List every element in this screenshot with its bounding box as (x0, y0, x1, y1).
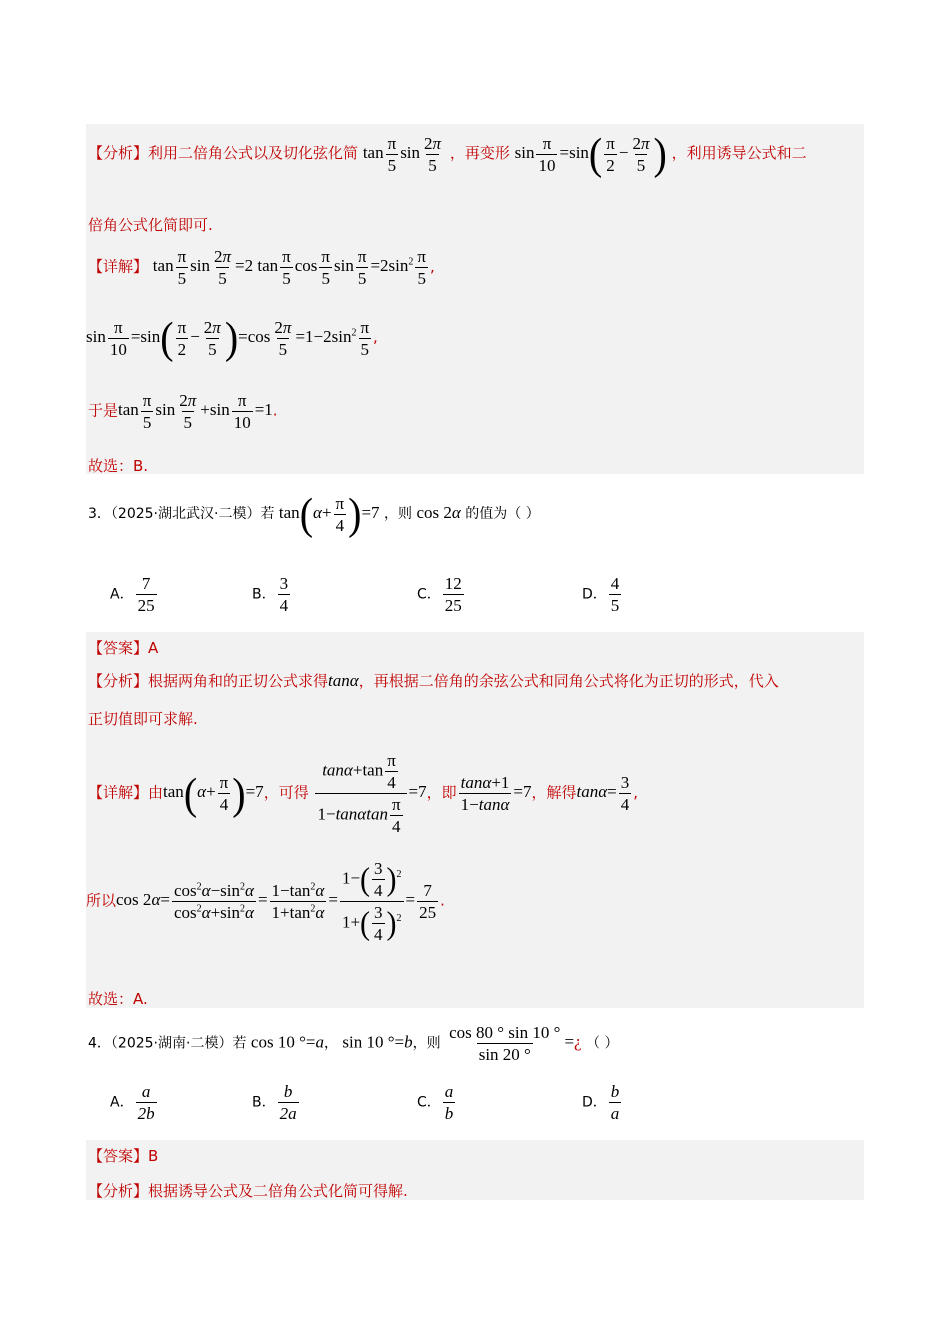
answer-q3: 【答案】A (88, 639, 159, 657)
choose-q3: 故选：A. (88, 990, 148, 1008)
option-b-q3[interactable]: B． $\frac{3}{4}$ (252, 574, 289, 615)
option-d-q3[interactable]: D． $\frac{4}{5}$ (582, 574, 620, 615)
question-3: 3．（2025·湖北武汉·二模）若 tan(α+ $\frac{\pi}{4}$ )=7 ，则 cos 2α 的值为（ ） (88, 488, 540, 539)
option-b-q4[interactable]: B． $\frac{b}{2a}$ (252, 1082, 297, 1123)
detail-line-q2-2: sin $\frac{\pi}{10}$ =sin( $\frac{\pi}{2}$ − $\frac{2\pi}{5}$ )=cos $\frac{2\pi}{5}$ $=1-2\sin^2$ $\frac{\pi}{5}$ , (86, 312, 378, 363)
detail-line-q3-2: 所以cos 2α= $\frac{\cos^2\alpha-\sin^2\alpha}{\cos^2\alpha+\sin^2\alpha}$ = $\frac{1-\tan^2\alpha}{1+\tan^2\alpha}$ = 1−( $\frac{3}{4}$ )$^2$ 1+( $\frac{3}{4}$ )$^2$ = $\frac{7}{25}$ . (86, 859, 445, 944)
option-a-q3[interactable]: A． $\frac{7}{25}$ (110, 574, 155, 615)
answer-q4: 【答案】B (88, 1147, 159, 1165)
option-a-q4[interactable]: A． $\frac{a}{2b}$ (110, 1082, 155, 1123)
detail-line-q2-3: 于是tan $\frac{\pi}{5}$ sin $\frac{2\pi}{5}$ +sin $\frac{\pi}{10}$ =1. (88, 391, 278, 432)
detail-line-q2: 【详解】 tan $\frac{\pi}{5}$ sin $\frac{2\pi}{5}$ =2 tan $\frac{\pi}{5}$ cos $\frac{\pi}{5}$ sin $\frac{\pi}{5}$ $=2\sin^2$ $\frac{\pi}{5}$ , (88, 247, 435, 288)
analysis-line-q2: 【分析】利用二倍角公式以及切化弦化简 tan $\frac{\pi}{5}$ sin $\frac{2\pi}{5}$ ，再变形 sin $\frac{\pi}{10}$ =sin( $\frac{\pi}{2}$ − $\frac{2\pi}{5}$ ) ，利用诱导公式和二 (88, 128, 807, 179)
analysis-line-q3: 【分析】根据两角和的正切公式求得tanα，再根据二倍角的余弦公式和同角公式将化为正切的形式，代入 (88, 671, 779, 690)
analysis-line-q2-cont: 倍角公式化简即可. (88, 216, 213, 234)
choose-q2: 故选：B. (88, 457, 149, 475)
detail-line-q3: 【详解】由tan(α+ $\frac{\pi}{4}$ )=7，可得 tanα+tan $\frac{\pi}{4}$ 1−tanαtan $\frac{\pi}{4}$ =7，即 $\frac{\tan\alpha+1}{1-\tan\alpha}$ =7，解得tanα= $\frac{3}{4}$ , (88, 751, 639, 836)
option-c-q3[interactable]: C． $\frac{12}{25}$ (417, 574, 462, 615)
analysis-line-q4: 【分析】根据诱导公式及二倍角公式化简可得解. (88, 1182, 408, 1200)
analysis-line-q3-cont: 正切值即可求解. (88, 710, 198, 728)
question-4: 4．（2025·湖南·二模）若 cos 10 °=a， sin 10 °=b，则 $\frac{\cos 80 ^\circ \sin 10 ^\circ}{\sin 20 ^\circ}$ =¿ （ ） (88, 1023, 619, 1064)
option-d-q4[interactable]: D． $\frac{b}{a}$ (582, 1082, 620, 1123)
option-c-q4[interactable]: C． $\frac{a}{b}$ (417, 1082, 454, 1123)
